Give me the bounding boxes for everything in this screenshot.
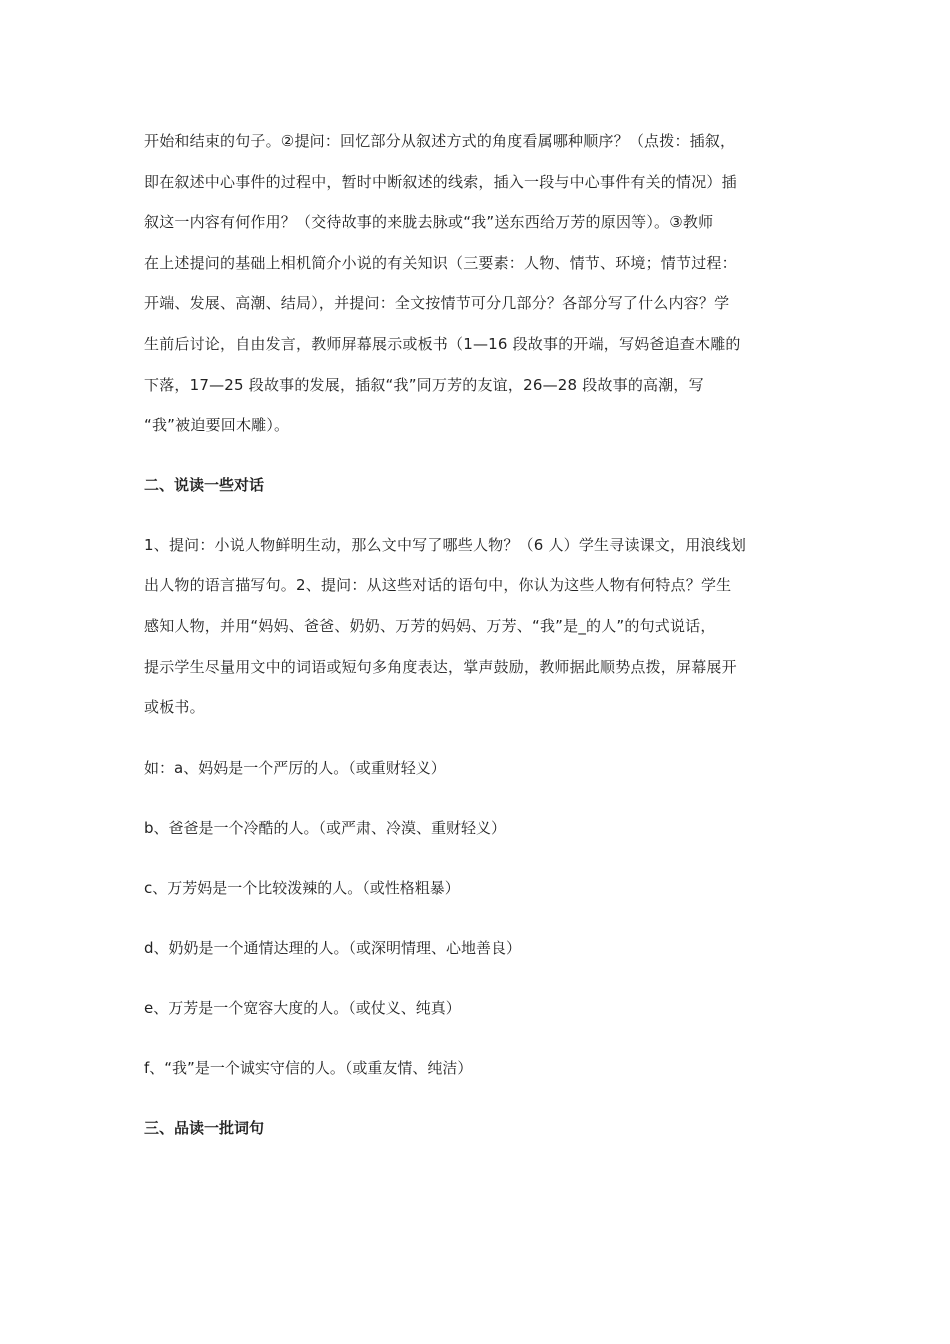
text-line: 提示学生尽量用文中的词语或短句多角度表达，掌声鼓励，教师据此顺势点拨，屏幕展开 [144, 657, 737, 676]
list-item: b、爸爸是一个冷酷的人。（或严肃、冷漠、重财轻义） [144, 818, 507, 837]
paragraph-plot-analysis [144, 121, 812, 446]
text-line: 出人物的语言描写句。2、提问：从这些对话的语句中，你认为这些人物有何特点？学生 [144, 576, 732, 595]
text-line: 叙这一内容有何作用？（交待故事的来胧去脉或“我”送东西给万芳的原因等）。③教师 [144, 213, 714, 232]
list-item: e、万芳是一个宽容大度的人。（或仗义、纯真） [144, 998, 461, 1017]
list-item: c、万芳妈是一个比较泼辣的人。（或性格粗暴） [144, 878, 460, 897]
text-line: 1、提问：小说人物鲜明生动，那么文中写了哪些人物？（6 人）学生寻读课文，用浪线划 [144, 535, 747, 554]
document-body [144, 121, 812, 1148]
section-heading-dialogue: 二、说读一些对话 [144, 475, 265, 494]
list-item: 如：a、妈妈是一个严厉的人。（或重财轻义） [144, 758, 446, 777]
list-item: f、“我”是一个诚实守信的人。（或重友情、纯洁） [144, 1058, 473, 1077]
text-line: 即在叙述中心事件的过程中，暂时中断叙述的线索，插入一段与中心事件有关的情况）插 [144, 172, 737, 191]
text-line: “我”被迫要回木雕）。 [144, 416, 290, 435]
list-item: d、奶奶是一个通情达理的人。（或深明情理、心地善良） [144, 938, 522, 957]
text-line: 下落，17—25 段故事的发展，插叙“我”同万芳的友谊，26—28 段故事的高潮，写 [144, 375, 704, 394]
text-line: 开端、发展、高潮、结局），并提问：全文按情节可分几部分？各部分写了什么内容？学 [144, 294, 730, 313]
text-line: 在上述提问的基础上相机简介小说的有关知识（三要素：人物、情节、环境；情节过程： [144, 253, 737, 272]
text-line: 生前后讨论，自由发言，教师屏幕展示或板书（1—16 段故事的开端，写妈爸追查木雕的 [144, 334, 741, 353]
text-line: 或板书。 [144, 698, 205, 717]
character-list [144, 748, 812, 1088]
text-line: 开始和结束的句子。②提问：回忆部分从叙述方式的角度看属哪种顺序？（点拨：插叙， [144, 132, 736, 150]
paragraph-dialogue-questions [144, 525, 812, 728]
text-line: 感知人物，并用“妈妈、爸爸、奶奶、万芳的妈妈、万芳、“我”是_的人”的句式说话， [144, 616, 716, 635]
section-heading-words: 三、品读一批词句 [144, 1118, 265, 1137]
